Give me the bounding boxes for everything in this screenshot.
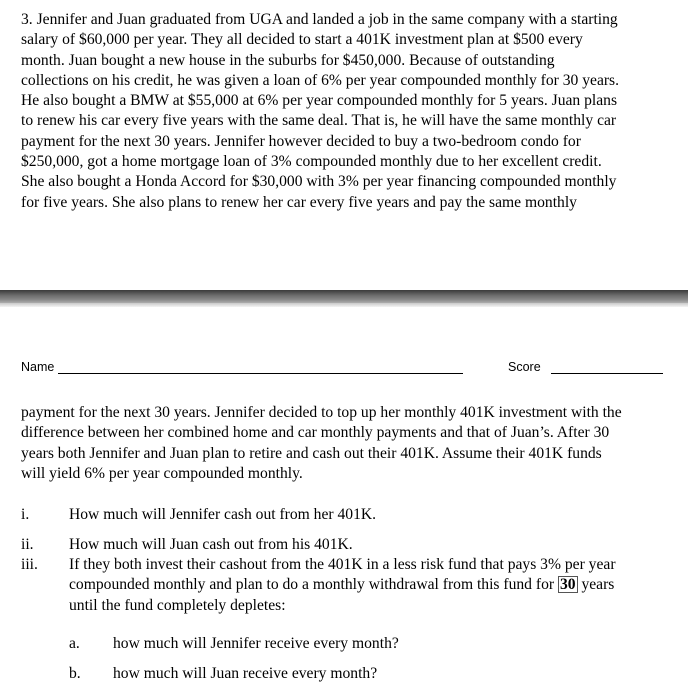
intro-line: collections on his credit, he was given a loan of 6% per year compounded monthly for 30 years. <box>21 71 620 89</box>
name-score-header <box>21 360 681 380</box>
subquestion-text: how much will Juan receive every month? <box>113 665 378 682</box>
page-break-bar <box>0 290 688 304</box>
intro-line: 3. Jennifer and Juan graduated from UGA and landed a job in the same company with a starting <box>21 11 618 28</box>
intro-line: She also bought a Honda Accord for $30,000 with 3% per year financing compounded monthly <box>21 173 617 191</box>
intro-line: payment for the next 30 years. Jennifer however decided to buy a two-bedroom condo for <box>21 132 581 150</box>
intro-line: month. Juan bought a new house in the suburbs for $450,000. Because of outstanding <box>21 51 555 69</box>
intro-line: salary of $60,000 per year. They all decided to start a 401K investment plan at $500 every <box>21 31 583 49</box>
name-label: Name <box>21 360 55 374</box>
question-number: iii. <box>21 556 38 573</box>
subquestion-text: how much will Jennifer receive every month? <box>113 635 399 652</box>
intro-line: He also bought a BMW at $55,000 at 6% per year compounded monthly for 5 years. Juan plans <box>21 92 618 110</box>
continued-line: difference between her combined home and car monthly payments and that of Juan’s. After 30 <box>21 424 610 442</box>
intro-line: for five years. She also plans to renew her car every five years and pay the same monthly <box>21 193 577 211</box>
text-cursor-highlight[interactable]: 30 <box>559 576 576 594</box>
question-text: How much will Juan cash out from his 401K. <box>69 536 353 553</box>
page-break-shadow <box>0 303 688 307</box>
problem-intro <box>21 10 661 213</box>
subquestion-number: a. <box>69 635 80 652</box>
question-number: i. <box>21 506 30 523</box>
intro-line: to renew his car every five years with the same deal. That is, he will have the same monthly car <box>21 112 617 130</box>
score-label: Score <box>508 360 541 374</box>
question-text: How much will Jennifer cash out from her 401K. <box>69 506 377 523</box>
continued-line: payment for the next 30 years. Jennifer decided to top up her monthly 401K investment with the <box>21 404 622 421</box>
continued-line: years both Jennifer and Juan plan to retire and cash out their 401K. Assume their 401K funds <box>21 444 602 462</box>
name-blank-line[interactable] <box>58 373 463 374</box>
continued-line: will yield 6% per year compounded monthly. <box>21 464 303 482</box>
score-blank-line[interactable] <box>551 373 663 374</box>
intro-line: $250,000, got a home mortgage loan of 3% compounded monthly due to her excellent credit. <box>21 153 602 171</box>
question-text: If they both invest their cashout from the 401K in a less risk fund that pays 3% per year compounded monthly and plan to do a monthly withdrawal from this fund for 30 years until the fund completely depletes: <box>69 556 616 614</box>
problem-continued <box>21 403 661 484</box>
question-number: ii. <box>21 536 34 553</box>
subquestion-number: b. <box>69 665 81 682</box>
